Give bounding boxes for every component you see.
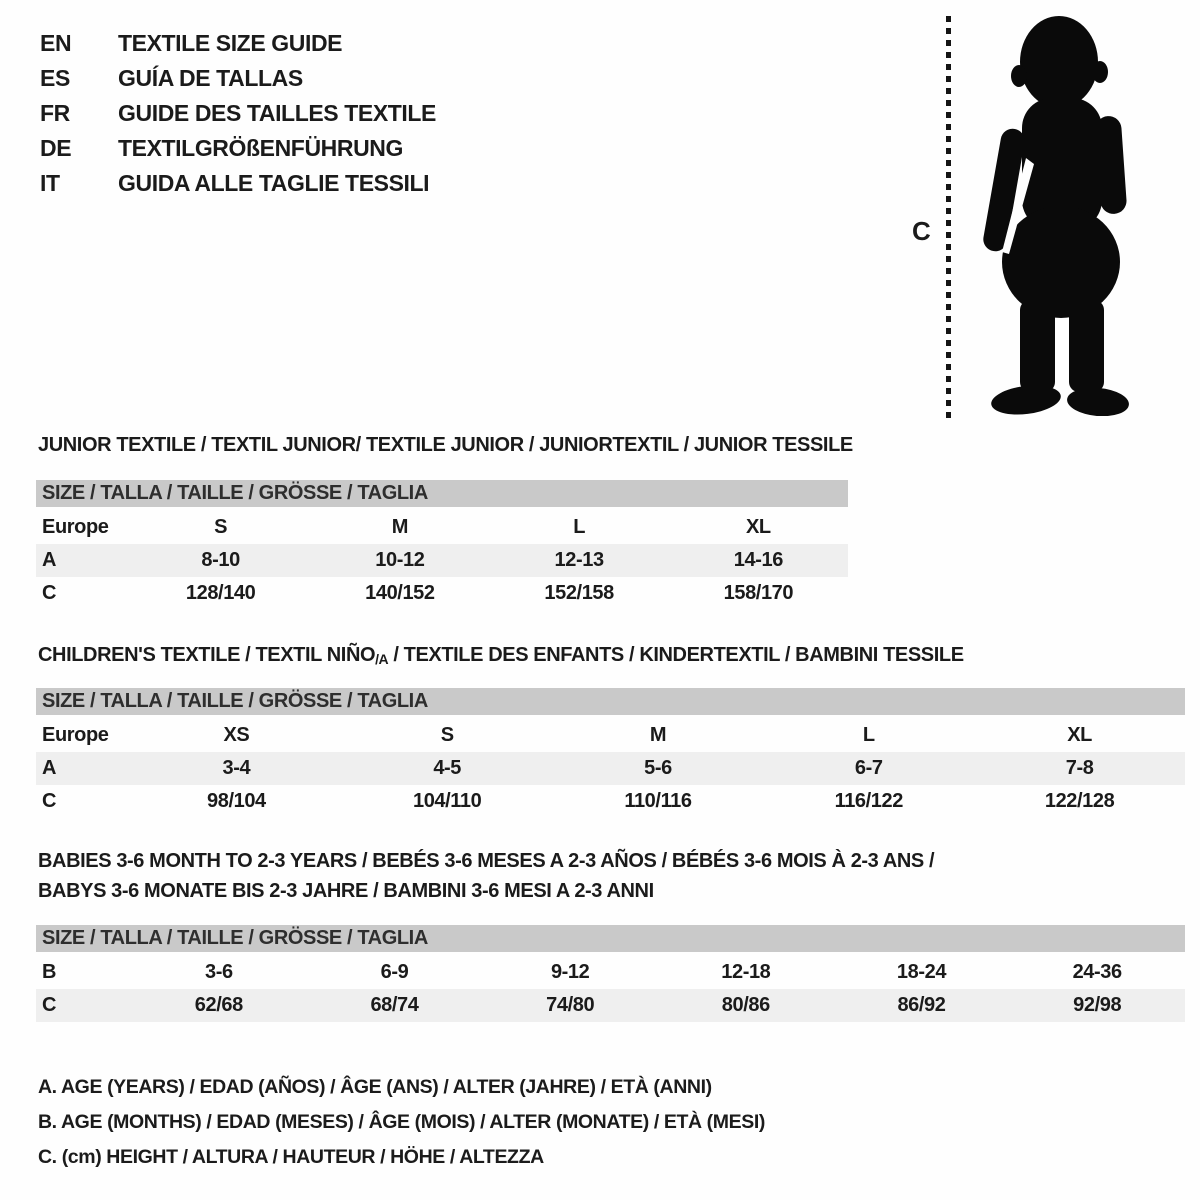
table-row [36,989,1185,1022]
language-row [40,96,436,131]
language-title: TEXTILGRÖßENFÜHRUNG [118,135,403,161]
row-label: Europe [42,724,109,746]
children-title-post: / TEXTILE DES ENFANTS / KINDERTEXTIL / BAMBINI TESSILE [388,644,964,666]
size-cell: 12-18 [721,961,771,983]
size-cell: 116/122 [834,790,903,812]
language-row [40,131,436,166]
row-label: Europe [42,516,109,538]
language-row [40,26,436,61]
babies-section-title [38,846,1038,906]
size-cell: S [440,724,454,746]
legend-line-a: A. AGE (YEARS) / EDAD (AÑOS) / ÂGE (ANS) / ALTER (JAHRE) / ETÀ (ANNI) [38,1076,712,1098]
language-title-list [40,26,436,201]
size-cell: 9-12 [550,961,590,983]
size-cell: 18-24 [896,961,947,983]
size-cell: 24-36 [1072,961,1122,983]
size-cell: 128/140 [185,582,256,604]
measure-c-label: C [912,216,931,246]
size-cell: 7-8 [1065,757,1094,779]
row-label: C [42,790,57,812]
children-section-title [38,644,964,667]
table-row [36,544,848,577]
language-title: GUÍA DE TALLAS [118,65,303,91]
row-label: A [42,757,57,779]
size-cell: 4-5 [433,757,462,779]
table-row [36,752,1185,785]
table-row [36,956,1185,989]
row-label: C [42,582,57,604]
size-cell: S [214,516,228,538]
language-code: ES [40,65,70,91]
size-cell: 92/98 [1073,994,1122,1016]
size-cell: L [573,516,586,538]
toddler-silhouette-icon [962,12,1140,416]
size-cell: 14-16 [733,549,783,571]
height-dashed-line [946,16,951,418]
language-code: IT [40,170,60,196]
size-cell: 158/170 [723,582,794,604]
row-label: C [42,994,57,1016]
size-cell: 3-4 [222,757,251,779]
size-cell: 122/128 [1044,790,1115,812]
size-cell: 98/104 [207,790,266,812]
language-row [40,61,436,96]
language-row [40,166,436,201]
measurement-legend [38,1070,765,1175]
table-row [36,577,848,610]
children-title-pre: CHILDREN'S TEXTILE / TEXTIL NIÑO [38,644,376,666]
language-code: FR [40,100,70,126]
size-cell: 5-6 [644,757,672,779]
size-cell: 80/86 [721,994,770,1016]
size-cell: 74/80 [546,994,595,1016]
language-title: TEXTILE SIZE GUIDE [118,30,343,56]
size-cell: 110/116 [624,790,692,812]
size-cell: 6-9 [380,961,409,983]
row-label: B [42,961,57,983]
junior-size-table [36,480,848,610]
size-cell: 152/158 [544,582,614,604]
table-row [36,511,848,544]
size-cell: 12-13 [554,549,604,571]
size-cell: 104/110 [412,790,482,812]
legend-line-c: C. (cm) HEIGHT / ALTURA / HAUTEUR / HÖHE / ALTEZZA [38,1146,544,1168]
size-cell: M [391,516,408,538]
size-cell: 86/92 [897,994,946,1016]
legend-line-b: B. AGE (MONTHS) / EDAD (MESES) / ÂGE (MOIS) / ALTER (MONATE) / ETÀ (MESI) [38,1111,765,1133]
language-code: DE [40,135,72,161]
junior-section-title: JUNIOR TEXTILE / TEXTIL JUNIOR/ TEXTILE JUNIOR / JUNIORTEXTIL / JUNIOR TESSILE [38,434,853,456]
size-cell: L [862,724,875,746]
size-cell: 10-12 [375,549,425,571]
babies-title-line2: BABYS 3-6 MONATE BIS 2-3 JAHRE / BAMBINI 3-6 MESI A 2-3 ANNI [38,880,654,902]
babies-size-table [36,925,1185,1022]
children-size-table [36,688,1185,818]
language-title: GUIDE DES TAILLES TEXTILE [118,100,436,126]
size-cell: XS [223,724,250,746]
size-cell: 6-7 [854,757,883,779]
size-cell: 68/74 [370,994,419,1016]
size-cell: 140/152 [365,582,435,604]
size-header-bar: SIZE / TALLA / TAILLE / GRÖSSE / TAGLIA [36,925,1185,952]
size-cell: XL [745,516,771,538]
table-row [36,785,1185,818]
size-header-bar: SIZE / TALLA / TAILLE / GRÖSSE / TAGLIA [36,688,1185,715]
size-header-bar: SIZE / TALLA / TAILLE / GRÖSSE / TAGLIA [36,480,848,507]
children-title-sub: /A [375,651,389,667]
size-cell: 62/68 [194,994,243,1016]
row-label: A [42,549,57,571]
table-row [36,719,1185,752]
babies-title-line1: BABIES 3-6 MONTH TO 2-3 YEARS / BEBÉS 3-6 MESES A 2-3 AÑOS / BÉBÉS 3-6 MOIS À 2-3 ANS / [38,850,935,872]
size-cell: 3-6 [204,961,233,983]
size-cell: M [649,724,667,746]
size-cell: XL [1067,724,1092,746]
language-title: GUIDA ALLE TAGLIE TESSILI [118,170,430,196]
language-code: EN [40,30,72,56]
size-cell: 8-10 [201,549,240,571]
